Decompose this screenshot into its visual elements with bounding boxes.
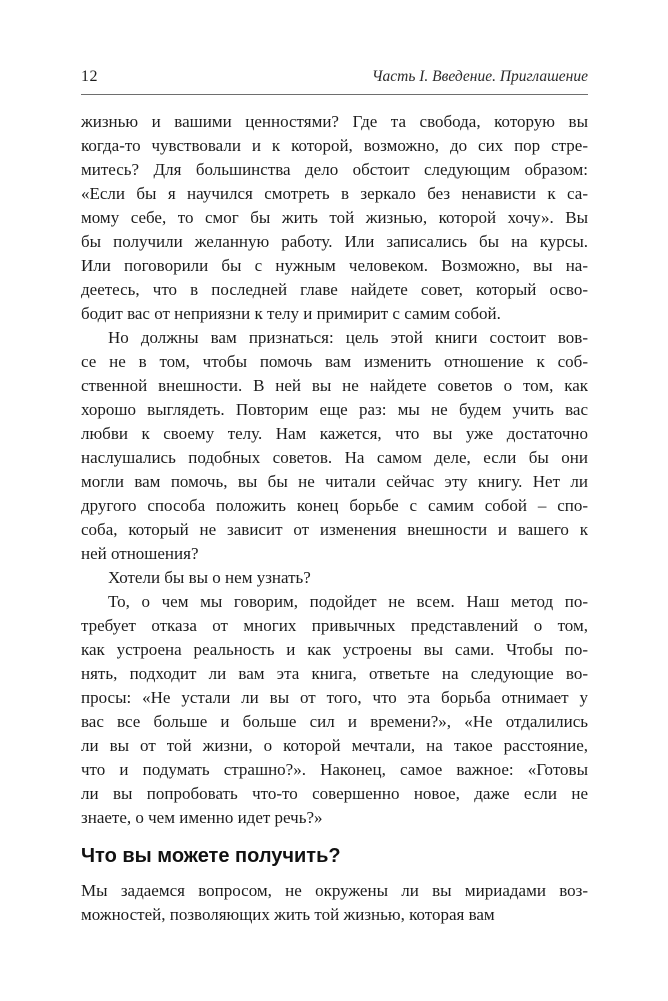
text-line: нять, подходит ли вам эта книга, ответьте на следующие во-	[81, 664, 588, 683]
text-line: требует отказа от многих привычных представлений о том,	[81, 616, 588, 635]
text-line: хорошо выглядеть. Повторим еще раз: мы не будем учить вас	[81, 400, 588, 419]
text-line: что и подумать страшно?». Наконец, самое важное: «Готовы	[81, 760, 588, 779]
text-line: жизнью и вашими ценностями? Где та свобода, которую вы	[81, 112, 588, 131]
text-line: знаете, о чем именно идет речь?»	[81, 808, 323, 827]
content	[81, 110, 588, 927]
text-line: деетесь, что в последней главе найдете совет, который осво-	[81, 280, 588, 299]
text-line: наслушались подобных советов. На самом деле, если бы они	[81, 448, 588, 467]
text-line: Или поговорили бы с нужным человеком. Возможно, вы на-	[81, 256, 588, 275]
text-line: могли вам помочь, вы бы не читали сейчас эту книгу. Нет ли	[81, 472, 588, 491]
text-line: можностей, позволяющих жить той жизнью, которая вам	[81, 905, 495, 924]
text-line: «Если бы я научился смотреть в зеркало без ненависти к са-	[81, 184, 588, 203]
paragraph	[81, 566, 588, 590]
text-line: ней отношения?	[81, 544, 199, 563]
paragraph	[81, 110, 588, 326]
text-line: как устроена реальность и как устроены вы сами. Чтобы по-	[81, 640, 588, 659]
text-line: ственной внешности. В ней вы не найдете советов о том, как	[81, 376, 588, 395]
text-line: соба, который не зависит от изменения внешности и вашего к	[81, 520, 588, 539]
text-line: другого способа положить конец борьбе с самим собой – спо-	[81, 496, 588, 515]
running-title: Часть I. Введение. Приглашение	[371, 68, 588, 85]
text-line: просы: «Не устали ли вы от того, что эта борьба отнимает у	[81, 688, 588, 707]
text-line: Хотели бы вы о нем узнать?	[108, 568, 311, 587]
running-header	[81, 68, 588, 95]
text-line: ли вы от той жизни, о которой мечтали, на такое расстояние,	[81, 736, 588, 755]
page-number: 12	[81, 68, 98, 85]
text-line: мому себе, то смог бы жить той жизнью, которой хочу». Вы	[81, 208, 588, 227]
paragraph	[81, 326, 588, 566]
text-line: Но должны вам признаться: цель этой книги состоит вов-	[108, 328, 588, 347]
text-line: митесь? Для большинства дело обстоит следующим образом:	[81, 160, 588, 179]
paragraph	[81, 590, 588, 830]
section-heading: Что вы можете получить?	[81, 845, 341, 867]
text-line: се не в том, чтобы помочь вам изменить отношение к соб-	[81, 352, 588, 371]
text-line: когда-то чувствовали и к которой, возможно, до сих пор стре-	[81, 136, 588, 155]
text-line: То, о чем мы говорим, подойдет не всем. Наш метод по-	[108, 592, 588, 611]
text-line: ли вы попробовать что-то совершенно новое, даже если не	[81, 784, 588, 803]
text-line: вас все больше и больше сил и времени?», «Не отдалились	[81, 712, 588, 731]
text-line: бы получили желанную работу. Или записались бы на курсы.	[81, 232, 588, 251]
text-line: бодит вас от неприязни к телу и примирит с самим собой.	[81, 304, 501, 323]
text-line: Мы задаемся вопросом, не окружены ли вы мириадами воз-	[81, 881, 588, 900]
text-line: любви к своему телу. Нам кажется, что вы уже достаточно	[81, 424, 588, 443]
paragraph	[81, 879, 588, 927]
